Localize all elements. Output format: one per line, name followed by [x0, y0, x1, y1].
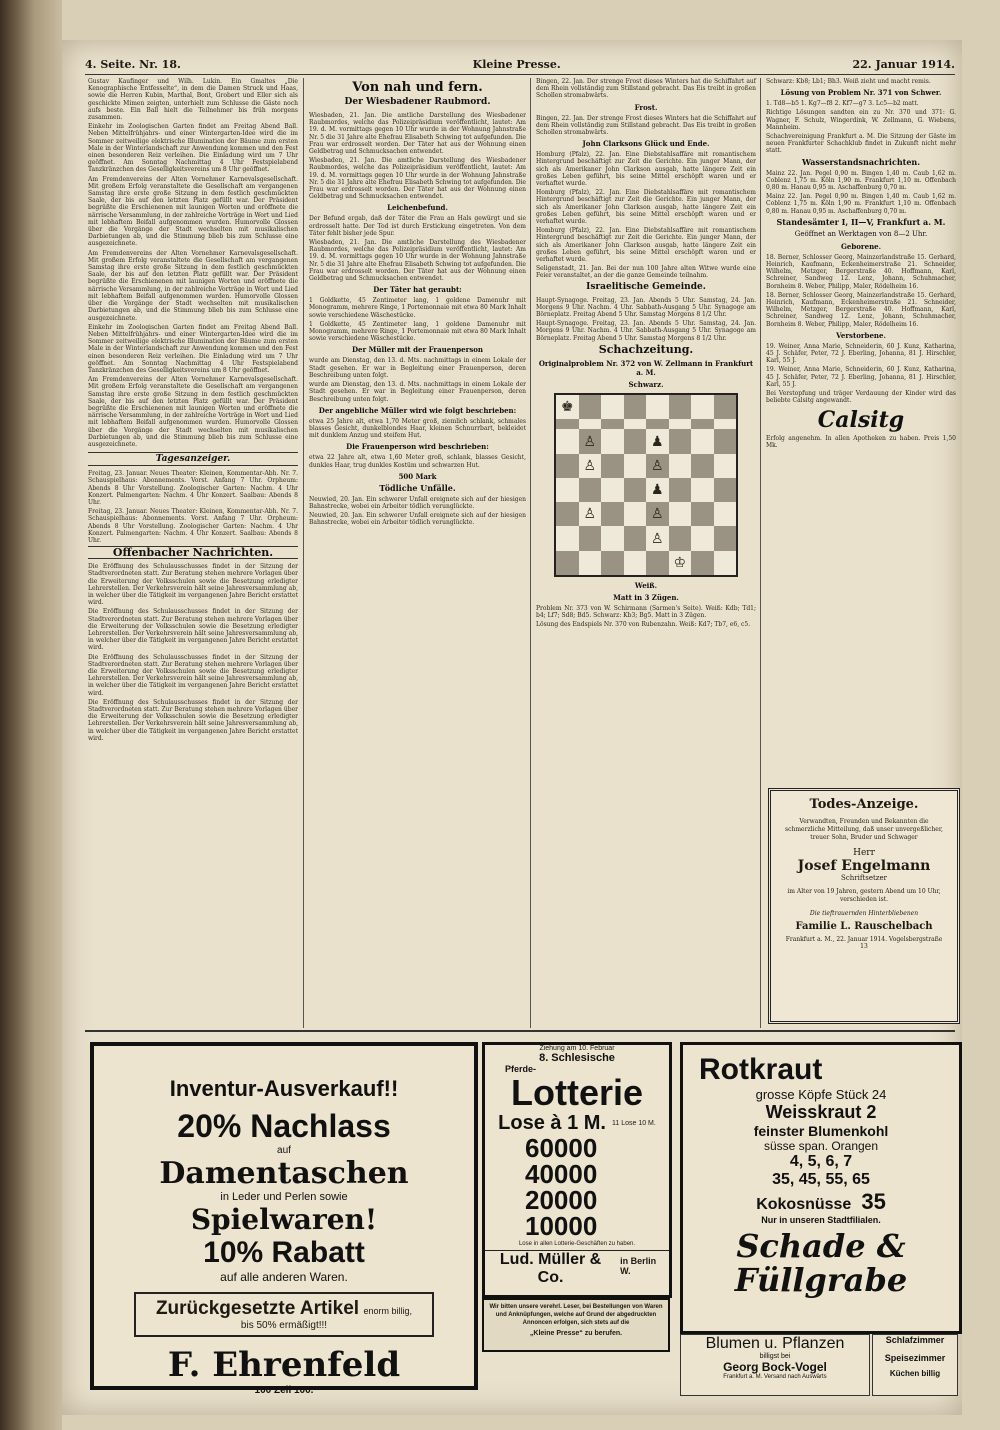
ad-firm-row — [485, 1250, 669, 1287]
chess-square — [714, 395, 737, 419]
registry-text: 18. Berner, Schlosser Georg, Mainzerlandstraße 15. Gerhard, Heinrich, Kaufmann, Eckenheimerstraße 21. Schneider, Wilhelm, Metzger, Bergerstraße 40. Hoffmann, Karl, Schreiner, Sandweg 12. Lenz, Johann, Schuhmacher, Bornheim 8. Weber, Philipp, Maler, Rödelheim 16. — [766, 253, 956, 290]
ad-product: Rotkraut — [699, 1053, 823, 1086]
ad-text: Nur in unseren Stadtfilialen. — [761, 1215, 881, 1225]
ad-firm: Schade & — [736, 1227, 906, 1265]
tagesanzeiger-heading: Tagesanzeiger. — [88, 452, 298, 466]
ad-firm: F. Ehrenfeld — [167, 1345, 401, 1385]
chess-piece-icon: ♙ — [650, 457, 664, 474]
registry-text: 19. Weiner, Anna Marie, Schneiderin, 60 J. Kunz, Katharina, 45 J. Schäfer, Peter, 72 J. Eberling, Johanna, 81 J. Hirschler, Karl, 55 J. — [766, 366, 956, 388]
chess-square — [691, 454, 714, 478]
chess-piece-icon: ♔ — [673, 554, 687, 571]
subheading: Der Müller mit der Frauenperson — [351, 345, 484, 355]
article-text: Wiesbaden, 21. Jan. Die amtliche Darstellung des Wiesbadener Raubmordes, welche das Polizeipräsidium veröffentlicht, lautet: Am 19. d. M. vormittags gegen 10 Uhr wurde in der Wohnung Jahnstraße Nr. 5 die 31 Jahre alte Ehefrau Elisabeth Schwing tot aufgefunden. Die Frau war erdrosselt worden. Der Täter hat aus der Wohnung einen Geldbetrag und Schmucksachen entwendet. — [309, 112, 526, 156]
chess-square — [624, 419, 647, 429]
chess-label-black: Schwarz. — [628, 379, 664, 389]
calsitg-brand: Calsitg — [817, 406, 905, 433]
chess-square — [691, 502, 714, 526]
issue-date: 22. Januar 1914. — [852, 58, 955, 71]
article-text: Gustav Kaufinger und Wilh. Lukin. Ein Gmaltes „Die Kenographische Entfesselte“, in dem die Damen Struck und Haas, sowie die Herren Kubin, Marthal, Bont, Grobert und Eller sich als geschickte Mimen zeigten, unterhielt zum Schlusse die Gäste noch aufs beste. Ein Ball hielt die Teilnehmer bis früh morgens zusammen. — [88, 78, 298, 122]
article-text: Bingen, 22. Jan. Der strenge Frost dieses Winters hat die Schiffahrt auf dem Rhein vollständig zum Stillstand gebracht. Das Eis treibt in großen Schollen stromabwärts. — [536, 78, 756, 100]
article-text: Homburg (Pfalz), 22. Jan. Eine Diebstahlsaffäre mit romantischem Hintergrund beschäftigt zur Zeit die Gerichte. Ein junger Mann, der sich als Amerikaner John Clarkson ausgab, hatte längere Zeit ein großes Leben geführt, bis seine Mittel erschöpft waren und er verhaftet wurde. — [536, 189, 756, 226]
offenbach-text: Die Eröffnung des Schulausschusses findet in der Sitzung der Stadtverordneten statt. Zur Beratung stehen mehrere Vorlagen über die Erweiterung der Volksschulen sowie die Besetzung erledigter Lehrerstellen. Der Verkehrsverein hält seine Jahresversammlung ab, in welcher über die Tätigkeit im vergangenen Jahre Bericht erstattet wird. — [88, 563, 299, 607]
chess-square — [714, 419, 737, 429]
article-text: wurde am Dienstag, den 13. d. Mts. nachmittags in einem Lokale der Stadt gesehen. Er war in Begleitung einer Frauenperson, deren Beschreibung unten folgt. — [309, 357, 526, 379]
ad-product: feinster Blumenkohl — [753, 1123, 889, 1139]
chess-square — [579, 502, 602, 526]
chess-square — [646, 526, 669, 550]
chess-square — [646, 395, 669, 419]
ad-product: Speisezimmer — [884, 1353, 946, 1363]
ad-prize: 10000 — [525, 1211, 598, 1241]
article-text: wurde am Dienstag, den 13. d. Mts. nachmittags in einem Lokale der Stadt gesehen. Er war in Begleitung einer Frauenperson, deren Beschreibung unten folgt. — [309, 381, 526, 403]
chess-square — [646, 551, 669, 575]
chess-square — [601, 429, 624, 453]
chess-square — [624, 551, 647, 575]
chess-square — [624, 429, 647, 453]
chess-square — [669, 429, 692, 453]
ad-prices: 35, 45, 55, 65 — [772, 1171, 870, 1188]
chess-square — [691, 478, 714, 502]
chess-square — [691, 551, 714, 575]
ad-fine: Lose in allen Lotterie-Geschäften zu haben. — [518, 1241, 636, 1247]
notice-title: Todes-Anzeige. — [809, 797, 919, 812]
column-rule — [760, 78, 761, 1028]
ad-moebel — [872, 1334, 958, 1396]
notice-mourners: Die tieftrauernden Hinterbliebenen — [809, 910, 919, 917]
column-1 — [88, 78, 298, 1028]
ad-text: auf alle anderen Waren. — [220, 1270, 348, 1284]
newspaper-title: Kleine Presse. — [472, 58, 561, 71]
ad-firm: Füllgrabe — [734, 1261, 908, 1299]
ad-text: süsse span. Orangen — [763, 1139, 879, 1153]
chess-square — [691, 419, 714, 429]
ad-text: 8. Schlesische — [539, 1052, 615, 1064]
article-text: 1 Goldkette, 45 Zentimeter lang, 1 goldene Damenuhr mit Monogramm, mehrere Ringe, 1 Portemonnaie mit etwa 80 Mark Inhalt sowie verschiedene Wäschestücke. — [309, 297, 526, 319]
registry-text: 18. Berner, Schlosser Georg, Mainzerlandstraße 15. Gerhard, Heinrich, Kaufmann, Eckenheimerstraße 21. Schneider, Wilhelm, Metzger, Bergerstraße 40. Hoffmann, Karl, Schreiner, Sandweg 12. Lenz, Johann, Schuhmacher, Bornheim 8. Weber, Philipp, Maler, Rödelheim 16. — [766, 291, 956, 328]
subheading: Der angebliche Müller wird wie folgt beschrieben: — [318, 405, 517, 415]
chess-square — [556, 454, 579, 478]
chess-text: Schwarz: Kb8; Lb1; Bh3. Weiß zieht und macht remis. — [766, 78, 931, 85]
registry-heading: Standesämter I, II—V, Frankfurt a. M. — [776, 216, 946, 227]
ad-city: in Berlin W. — [620, 1256, 657, 1276]
chess-square — [714, 429, 737, 453]
page-header — [85, 58, 955, 75]
notice-address: Frankfurt a. M., 22. Januar 1914. Vogelsbergstraße 13 — [785, 936, 943, 950]
registry-text: 19. Weiner, Anna Marie, Schneiderin, 60 J. Kunz, Katharina, 45 J. Schäfer, Peter, 72 J. Eberling, Johanna, 81 J. Hirschler, Karl, 55 J. — [766, 342, 956, 365]
subheading: Leichenbefund. — [387, 203, 448, 213]
chess-piece-icon: ♙ — [583, 457, 597, 474]
notice-text: im Alter von 19 Jahren, gestern Abend um 10 Uhr, verschieden ist. — [787, 888, 941, 903]
ad-text: Frankfurt a. M. Versand nach Auswärts — [723, 1374, 827, 1380]
chess-piece-icon: ♙ — [650, 506, 664, 523]
chess-square — [601, 478, 624, 502]
ad-price: Lose à 1 M. — [498, 1112, 606, 1134]
ad-price-sub: 11 Lose 10 M. — [611, 1120, 656, 1127]
ad-discount: 20% Nachlass — [177, 1108, 391, 1144]
chess-square — [556, 478, 579, 502]
chess-square — [579, 454, 602, 478]
registry-hours: Geöffnet an Werktagen von 8—2 Uhr. — [794, 229, 928, 238]
chess-square — [556, 526, 579, 550]
ad-prize-list — [525, 1135, 669, 1239]
chess-square — [601, 395, 624, 419]
chess-square — [601, 526, 624, 550]
ad-prize: 20000 — [525, 1185, 598, 1215]
water-text: Mainz 22. Jan. Pegel 0,90 m. Bingen 1,40 m. Caub 1,62 m. Coblenz 1,75 m. Köln 1,90 m. Frankfurt 1,10 m. Offenbach 0,80 m. Hanau 0,95 m. Aschaffenburg 0,70 m. — [766, 169, 956, 192]
article-text: Seligenstadt, 21. Jan. Bei der nun 100 Jahre alten Witwe wurde eine Feier veranstaltet, an der die ganze Gemeinde teilnahm. — [536, 265, 756, 280]
ad-inventur — [90, 1042, 478, 1396]
chess-square — [579, 395, 602, 419]
chess-piece-icon: ♙ — [583, 506, 597, 523]
ad-text: in Leder und Perlen sowie — [220, 1191, 348, 1203]
chess-square — [646, 429, 669, 453]
page-number: 4. Seite. Nr. 18. — [85, 58, 181, 71]
ad-lotterie — [482, 1042, 672, 1298]
article-text: Einkehr im Zoologischen Garten findet am Freitag Abend Ball. Neben Mittelfrühjahrs- und einer Wintergarten-Idee wird die im Sommer zeitweilige elektrische Illumination der Bäume zum ersten Male in der Winterlandschaft zur Anwendung kommen und den Fest einen besonderen Reiz verleihen. Die Einladung wird um 7 Uhr geöffnet. Am Sonntag Nachmittag 4 Uhr Festspielabend Tanzkränzchen des Geselligkeitsvereins um 8 Uhr geöffnet. — [88, 323, 298, 374]
chess-square — [669, 502, 692, 526]
ad-prize: 60000 — [525, 1133, 598, 1163]
births-heading: Geborene. — [840, 241, 882, 251]
article-text: Wiesbaden, 21. Jan. Die amtliche Darstellung des Wiesbadener Raubmordes, welche das Polizeipräsidium veröffentlicht, lautet: Am 19. d. M. vormittags gegen 10 Uhr wurde in der Wohnung Jahnstraße Nr. 5 die 31 Jahre alte Ehefrau Elisabeth Schwing tot aufgefunden. Die Frau war erdrosselt worden. Der Täter hat aus der Wohnung einen Geldbetrag und Schmucksachen entwendet. — [309, 157, 526, 201]
problem-title: Originalproblem Nr. 372 von W. Zellmann in Frankfurt a. M. — [538, 358, 754, 377]
chess-square — [601, 551, 624, 575]
chess-square — [714, 454, 737, 478]
chess-piece-icon: ♙ — [650, 530, 664, 547]
israel-text: Haupt-Synagoge. Freitag, 23. Jan. Abends 5 Uhr. Samstag, 24. Jan. Morgens 9 Uhr. Nachm. 4 Uhr. Sabbath-Ausgang 5 Uhr. Synagoge am Börneplatz. Freitag Abend 5 Uhr. Samstag Morgens 8 1/2 Uhr. — [536, 320, 756, 342]
ad-product: Damentaschen — [159, 1156, 409, 1191]
ad-price: 35 — [861, 1189, 886, 1214]
chess-square — [691, 526, 714, 550]
chess-mate: Matt in 3 Zügen. — [613, 592, 679, 602]
ad-prices: 4, 5, 6, 7 — [789, 1153, 853, 1170]
chess-label-white: Weiß. — [634, 580, 658, 590]
chess-square — [624, 502, 647, 526]
article-text: Neuwied, 20. Jan. Ein schwerer Unfall ereignete sich auf der hiesigen Bahnstrecke, wobei ein Arbeiter tödlich verunglückte. — [309, 512, 526, 527]
ad-product: Küchen billig — [889, 1369, 941, 1378]
ad-firm: Georg Bock-Vogel — [723, 1360, 827, 1374]
chess-square — [714, 551, 737, 575]
ad-headline: Inventur-Ausverkauf!! — [169, 1076, 399, 1101]
ad-product: Spielwaren! — [190, 1203, 378, 1236]
ad-product: Weisskraut 2 — [765, 1102, 877, 1122]
ad-product: Blumen u. Pflanzen — [705, 1335, 845, 1352]
article-text: etwa 25 Jahre alt, etwa 1,70 Meter groß, ziemlich schlank, schmales blasses Gesicht, dunkelblondes Haar, kleinen Schnurrbart, bekleidet mit dunklem Anzug und steifem Hut. — [309, 417, 526, 440]
chess-square — [646, 502, 669, 526]
deceased-name: Josef Engelmann — [797, 858, 931, 874]
ad-firm: Lud. Müller & Co. — [499, 1251, 602, 1286]
death-notice — [768, 788, 960, 1024]
ads-divider — [85, 1030, 955, 1032]
chess-square — [669, 454, 692, 478]
chess-piece-icon: ♙ — [583, 433, 597, 450]
chess-square — [624, 395, 647, 419]
solution-text: Lösung des Endspiels Nr. 370 von Rubenzahn. Weiß: Kd7; Tb7, e6, c5. — [536, 621, 751, 629]
chess-square — [601, 502, 624, 526]
chess-square — [624, 478, 647, 502]
column-3 — [536, 78, 756, 1028]
ad-coconut-row — [683, 1189, 959, 1215]
chess-square — [669, 551, 692, 575]
subheading: Lösung von Problem Nr. 371 von Schwer. — [780, 88, 942, 98]
chess-square — [691, 395, 714, 419]
ad-rotkraut — [680, 1042, 962, 1334]
chess-square — [556, 419, 579, 429]
chess-board — [554, 393, 738, 577]
water-text: Mainz 22. Jan. Pegel 0,90 m. Bingen 1,40 m. Caub 1,62 m. Coblenz 1,75 m. Köln 1,90 m. Frankfurt 1,10 m. Offenbach 0,80 m. Hanau 0,95 m. Aschaffenburg 0,70 m. — [766, 193, 956, 215]
subheading: Frost. — [634, 102, 658, 112]
column-rule — [530, 78, 531, 1028]
chess-square — [646, 454, 669, 478]
chess-text: Richtige Lösungen sandten ein zu Nr. 370 und 371: G. Wagner, F. Schulz, Wingerdink, W. Zellmann, G. Wiebens, Mannheim. — [766, 109, 956, 131]
chess-square — [624, 454, 647, 478]
chess-square — [556, 395, 579, 419]
article-text: Neuwied, 20. Jan. Ein schwerer Unfall ereignete sich auf der hiesigen Bahnstrecke, wobei ein Arbeiter tödlich verunglückte. — [309, 495, 526, 510]
notice-family: Familie L. Rauschelbach — [795, 921, 933, 932]
chess-square — [646, 419, 669, 429]
chess-square — [714, 478, 737, 502]
ad-lotterie-title: Lotterie — [510, 1072, 643, 1113]
chess-piece-icon: ♟ — [650, 433, 664, 450]
offenbach-text: Die Eröffnung des Schulausschusses findet in der Sitzung der Stadtverordneten statt. Zur Beratung stehen mehrere Vorlagen über die Erweiterung der Volksschulen sowie die Besetzung erledigter Lehrerstellen. Der Verkehrsverein hält seine Jahresversammlung ab, in welcher über die Tätigkeit im vergangenen Jahre Bericht erstattet wird. — [88, 608, 299, 652]
article-text: 1 Goldkette, 45 Zentimeter lang, 1 goldene Damenuhr mit Monogramm, mehrere Ringe, 1 Portemonnaie mit etwa 80 Mark Inhalt sowie verschiedene Wäschestücke. — [309, 320, 526, 343]
chess-square — [669, 526, 692, 550]
article-text: Der Befund ergab, daß der Täter die Frau an Hals gewürgt und sie erdrosselt hatte. Der Tod ist durch Erstickung eingetreten. Von dem Täter fehlt bisher jede Spur. — [309, 215, 526, 237]
tagesanzeiger-text: Freitag, 23. Januar. Neues Theater: Kleinen, Kommentar-Abh. Nr. 7. Schauspielhaus: Abonnements. Vorst. Anfang 7 Uhr. Orpheum: Abends 8 Uhr Vorstellung. Zoologischer Garten: Nachm. 4 Uhr Konzert. Palmengarten: Nachm. 4 Uhr Konzert. Saalbau: Abends 8 Uhr. — [88, 508, 298, 544]
article-text: Am Fremdenvereins der Alten Vornehmer Karnevalsgesellschaft. Mit großem Erfolg veranstaltete die Gesellschaft am vergangenen Samstag ihre erste große Sitzung in dem festlich geschmückten Saale, der bis auf den letzten Platz gefüllt war. Der Präsident begrüßte die Erschienenen mit launigen Worten und eröffnete die närrische Versammlung, in der zahlreiche Vorträge in Wort und Lied mit lebhaftem Beifall aufgenommen wurden. Humorvolle Glossen über die Vorgänge der Stadt wechselten mit musikalischen Darbietungen ab, und die Stimmung blieb bis zum Schlusse eine ausgezeichnete. — [88, 249, 298, 322]
article-text: Wiesbaden, 21. Jan. Die amtliche Darstellung des Wiesbadener Raubmordes, welche das Polizeipräsidium veröffentlicht, lautet: Am 19. d. M. vormittags gegen 10 Uhr wurde in der Wohnung Jahnstraße Nr. 5 die 31 Jahre alte Ehefrau Elisabeth Schwing tot aufgefunden. Die Frau war erdrosselt worden. Der Täter hat aus der Wohnung einen Geldbetrag und Schmucksachen entwendet. — [309, 239, 526, 283]
chess-text: Schachvereinigung Frankfurt a. M. Die Sitzung der Gäste im neuen Frankfurter Schachklub findet in Zukunft nicht mehr statt. — [766, 133, 956, 155]
chess-square — [669, 395, 692, 419]
ad-text: Erfolg angenehm. In allen Apotheken zu haben. Preis 1,50 Mk. — [766, 434, 956, 449]
water-heading: Wasserstandsnachrichten. — [801, 156, 921, 167]
deaths-heading: Verstorbene. — [836, 330, 886, 340]
ad-reduced-note: enorm billig, — [363, 1306, 413, 1316]
column-rule — [303, 78, 304, 1028]
chess-moves: 1. Td8—b5 1. Kg7—f8 2. Kf7—g7 3. Lc5—b2 matt. — [766, 100, 919, 108]
ad-prize: 40000 — [525, 1159, 598, 1189]
chess-square — [624, 526, 647, 550]
ad-price-row — [485, 1112, 669, 1135]
chess-square — [556, 551, 579, 575]
chess-square — [579, 478, 602, 502]
chess-square — [579, 419, 602, 429]
israel-text: Haupt-Synagoge. Freitag, 23. Jan. Abends 5 Uhr. Samstag, 24. Jan. Morgens 9 Uhr. Nachm. 4 Uhr. Sabbath-Ausgang 5 Uhr. Synagoge am Börneplatz. Freitag Abend 5 Uhr. Samstag Morgens 8 1/2 Uhr. — [536, 296, 756, 319]
ad-reduced: Zurückgesetzte Artikel — [155, 1298, 360, 1319]
chess-heading: Schachzeitung. — [598, 342, 694, 356]
chess-square — [646, 478, 669, 502]
chess-square — [669, 478, 692, 502]
chess-square — [579, 526, 602, 550]
ad-reduced-box — [134, 1292, 434, 1337]
ad-product: Kokosnüsse — [756, 1196, 852, 1213]
article-text: Einkehr im Zoologischen Garten findet am Freitag Abend Ball. Neben Mittelfrühjahrs- und einer Wintergarten-Idee wird die im Sommer zeitweilige elektrische Illumination der Bäume zum ersten Male in der Winterlandschaft zur Anwendung kommen und den Fest einen besonderen Reiz verleihen. Die Einladung wird um 7 Uhr geöffnet. Am Sonntag Nachmittag 4 Uhr Festspielabend Tanzkränzchen des Geselligkeitsvereins um 8 Uhr geöffnet. — [88, 123, 298, 174]
article-text: Bingen, 22. Jan. Der strenge Frost dieses Winters hat die Schiffahrt auf dem Rhein vollständig zum Stillstand gebracht. Das Eis treibt in großen Schollen stromabwärts. — [536, 114, 756, 137]
notice-intro: Verwandten, Freunden und Bekannten die schmerzliche Mitteilung, daß unser unvergeßlicher, treuer Sohn, Bruder und Schwager — [785, 818, 943, 841]
ad-product: Schlafzimmer — [885, 1335, 945, 1345]
column-2 — [309, 78, 526, 1028]
book-binding — [0, 0, 62, 1430]
article-text: Homburg (Pfalz), 22. Jan. Eine Diebstahlsaffäre mit romantischem Hintergrund beschäftigt zur Zeit die Gerichte. Ein junger Mann, der sich als Amerikaner John Clarkson ausgab, hatte längere Zeit ein großes Leben geführt, bis seine Mittel erschöpft waren und er verhaftet wurde. — [536, 227, 756, 264]
subheading: Der Täter hat geraubt: — [373, 285, 462, 295]
subheading: Die Frauenperson wird beschrieben: — [346, 442, 489, 452]
ad-text: auf — [277, 1145, 291, 1156]
chess-square — [714, 502, 737, 526]
tagesanzeiger-text: Freitag, 23. Januar. Neues Theater: Kleinen, Kommentar-Abh. Nr. 7. Schauspielhaus: Abonnements. Vorst. Anfang 7 Uhr. Orpheum: Abends 8 Uhr Vorstellung. Zoologischer Garten: Nachm. 4 Uhr Konzert. Palmengarten: Nachm. 4 Uhr Konzert. Saalbau: Abends 8 Uhr. — [88, 470, 298, 506]
notice-herr: Herr — [853, 848, 875, 858]
subheading: John Clarksons Glück und Ende. — [582, 139, 710, 149]
chess-square — [691, 429, 714, 453]
ad-discount: 10% Rabatt — [203, 1236, 365, 1269]
ad-text: Bei Verstopfung und träger Verdauung der Kinder wird das beliebte Calsitg angewandt. — [766, 390, 956, 405]
chess-square — [579, 429, 602, 453]
israel-heading: Israelitische Gemeinde. — [586, 281, 706, 292]
ad-text: Pferde- — [505, 1064, 537, 1074]
article-text: Am Fremdenvereins der Alten Vornehmer Karnevalsgesellschaft. Mit großem Erfolg veranstaltete die Gesellschaft am vergangenen Samstag ihre erste große Sitzung in dem festlich geschmückten Saale, der bis auf den letzten Platz gefüllt war. Der Präsident begrüßte die Erschienenen mit launigen Worten und eröffnete die närrische Versammlung, in der zahlreiche Vorträge in Wort und Lied mit lebhaftem Beifall aufgenommen wurden. Humorvolle Glossen über die Vorgänge der Stadt wechselten mit musikalischen Darbietungen ab, und die Stimmung blieb bis zum Schlusse eine ausgezeichnete. — [88, 175, 298, 248]
subheading: Tödliche Unfälle. — [379, 482, 456, 493]
article-heading: Der Wiesbadener Raubmord. — [344, 97, 491, 107]
chess-square — [579, 551, 602, 575]
deceased-job: Schriftsetzer — [841, 874, 887, 882]
ad-text: grosse Köpfe Stück 24 — [755, 1087, 887, 1102]
chess-square — [556, 429, 579, 453]
ad-blumen — [680, 1334, 870, 1396]
ad-text: billigst bei — [759, 1353, 791, 1360]
chess-square — [601, 454, 624, 478]
ad-hinweis — [482, 1298, 670, 1352]
ad-text: „Kleine Presse“ zu berufen. — [529, 1330, 623, 1337]
ad-reduced-sub: bis 50% ermäßigt!!! — [240, 1320, 328, 1331]
article-text: etwa 22 Jahre alt, etwa 1,60 Meter groß, schlank, blasses Gesicht, dunkles Haar, trug dunkles Kostüm und schwarzen Hut. — [309, 454, 526, 469]
ad-date: Ziehung am 10. Februar — [539, 1045, 615, 1052]
chess-square — [601, 419, 624, 429]
offenbach-heading: Offenbacher Nachrichten. — [88, 546, 298, 559]
article-text: Homburg (Pfalz), 22. Jan. Eine Diebstahlsaffäre mit romantischem Hintergrund beschäftigt zur Zeit die Gerichte. Ein junger Mann, der sich als Amerikaner John Clarkson ausgab, hatte längere Zeit ein großes Leben geführt, bis seine Mittel erschöpft waren und er verhaftet wurde. — [536, 151, 756, 188]
chess-square — [556, 502, 579, 526]
ad-address: 100 Zeil 100. — [254, 1385, 314, 1396]
offenbach-text: Die Eröffnung des Schulausschusses findet in der Sitzung der Stadtverordneten statt. Zur Beratung stehen mehrere Vorlagen über die Erweiterung der Volksschulen sowie die Besetzung erledigter Lehrerstellen. Der Verkehrsverein hält seine Jahresversammlung ab, in welcher über die Tätigkeit im vergangenen Jahre Bericht erstattet wird. — [88, 698, 299, 742]
chess-square — [669, 419, 692, 429]
reward: 500 Mark — [398, 471, 437, 481]
offenbach-text: Die Eröffnung des Schulausschusses findet in der Sitzung der Stadtverordneten statt. Zur Beratung stehen mehrere Vorlagen über die Erweiterung der Volksschulen sowie die Besetzung erledigter Lehrerstellen. Der Verkehrsverein hält seine Jahresversammlung ab, in welcher über die Tätigkeit im vergangenen Jahre Bericht erstattet wird. — [88, 653, 299, 697]
chess-piece-icon: ♚ — [560, 399, 574, 416]
chess-piece-icon: ♟ — [650, 482, 664, 499]
ad-text: Wir bitten unsere verehrl. Leser, bei Bestellungen von Waren und Anknüpfungen, welche auf Grund der abgedruckten Annoncen erfolgen, sich stets auf die — [489, 1304, 663, 1326]
chess-square — [714, 526, 737, 550]
problem-text: Problem Nr. 373 von W. Schirmann (Sarmen's Seite). Weiß: Kdb; Td1; b4; Lf7; Sd8; Bd5. Schwarz: Kb3; Bg5. Matt in 3 Zügen. — [536, 604, 756, 620]
section-heading: Von nah und fern. — [352, 80, 483, 95]
article-text: Am Fremdenvereins der Alten Vornehmer Karnevalsgesellschaft. Mit großem Erfolg veranstaltete die Gesellschaft am vergangenen Samstag ihre erste große Sitzung in dem festlich geschmückten Saale, der bis auf den letzten Platz gefüllt war. Der Präsident begrüßte die Erschienenen mit launigen Worten und eröffnete die närrische Versammlung, in der zahlreiche Vorträge in Wort und Lied mit lebhaftem Beifall aufgenommen wurden. Humorvolle Glossen über die Vorgänge der Stadt wechselten mit musikalischen Darbietungen ab, und die Stimmung blieb bis zum Schlusse eine ausgezeichnete. — [88, 376, 298, 448]
